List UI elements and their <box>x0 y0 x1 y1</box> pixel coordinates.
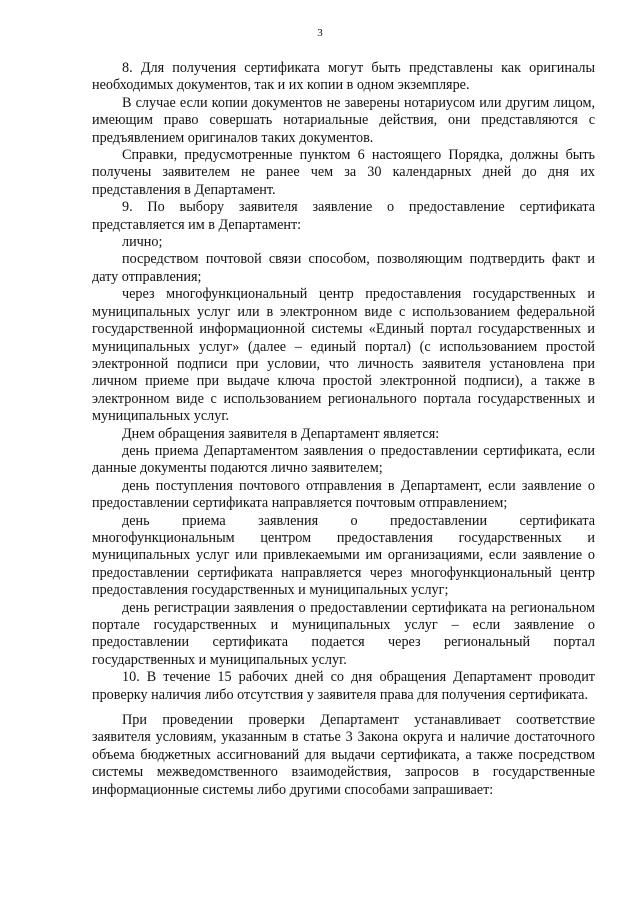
paragraph-day-reception: день приема Департаментом заявления о предоставлении сертификата, если данные документы подаются лично заявителем; <box>92 442 595 477</box>
paragraph-notary: В случае если копии документов не заверены нотариусом или другим лицом, имеющим право совершать нотариальные действия, они представляются с предъявлением оригиналов таких документов. <box>92 94 595 146</box>
paragraph-in-person: лично; <box>122 234 163 251</box>
document-body <box>92 60 595 799</box>
paragraph-verification-conditions: При проведении проверки Департамент устанавливает соответствие заявителя условиям, указанным в статье 3 Закона округа и наличие достаточного объема бюджетных ассигнований для выдачи сертификата, а также посредством системы межведомственного взаимодействия, запросов в государственные информационные системы либо другими способами запрашивает: <box>92 712 595 798</box>
paragraph-mfc-electronic: через многофункциональный центр предоставления государственных и муниципальных услуг или в электронном виде с использованием федеральной государственной информационной системы «Единый портал государственных и муниципальных услуг» (далее – единый портал) (с использованием простой электронной подписи при условии, что личность заявителя установлена при личном приеме при выдаче ключа простой электронной подписи), а также в электронном виде с использованием регионального портала государственных и муниципальных услуг. <box>92 286 595 425</box>
paragraph-8-copies: 8. Для получения сертификата могут быть представлены как оригиналы необходимых документов, так и их копии в одном экземпляре. <box>92 60 595 94</box>
paragraph-postal: посредством почтовой связи способом, позволяющим подтвердить факт и дату отправления; <box>92 251 595 285</box>
paragraph-certificates-timing: Справки, предусмотренные пунктом 6 настоящего Порядка, должны быть получены заявителем не ранее чем за 30 календарных дней до дня их представления в Департамент. <box>92 147 595 198</box>
paragraph-day-postal: день поступления почтового отправления в Департамент, если заявление о предоставлении сертификата направляется почтовым отправлением; <box>92 477 595 512</box>
paragraph-day-mfc: день приема заявления о предоставлении сертификата многофункциональным центром предоставления государственных и муниципальных услуг или привлекаемыми им организациями, если заявление о предоставлении сертификата направляется через многофункциональный центр предоставления государственных и муниципальных услуг; <box>92 512 595 599</box>
page-number: 3 <box>317 27 323 39</box>
paragraph-10-verification: 10. В течение 15 рабочих дней со дня обращения Департамент проводит проверку наличия либо отсутствия у заявителя права для получения сертификата. <box>92 669 595 703</box>
paragraph-day-portal: день регистрации заявления о предоставлении сертификата на региональном портале государственных и муниципальных услуг – если заявление о предоставлении сертификата подается через региональный портал государственных и муниципальных услуг. <box>92 599 595 668</box>
paragraph-appeal-day: Днем обращения заявителя в Департамент является: <box>122 425 440 442</box>
paragraph-9-submission: 9. По выбору заявителя заявление о предоставление сертификата представляется им в Департамент: <box>92 199 595 233</box>
